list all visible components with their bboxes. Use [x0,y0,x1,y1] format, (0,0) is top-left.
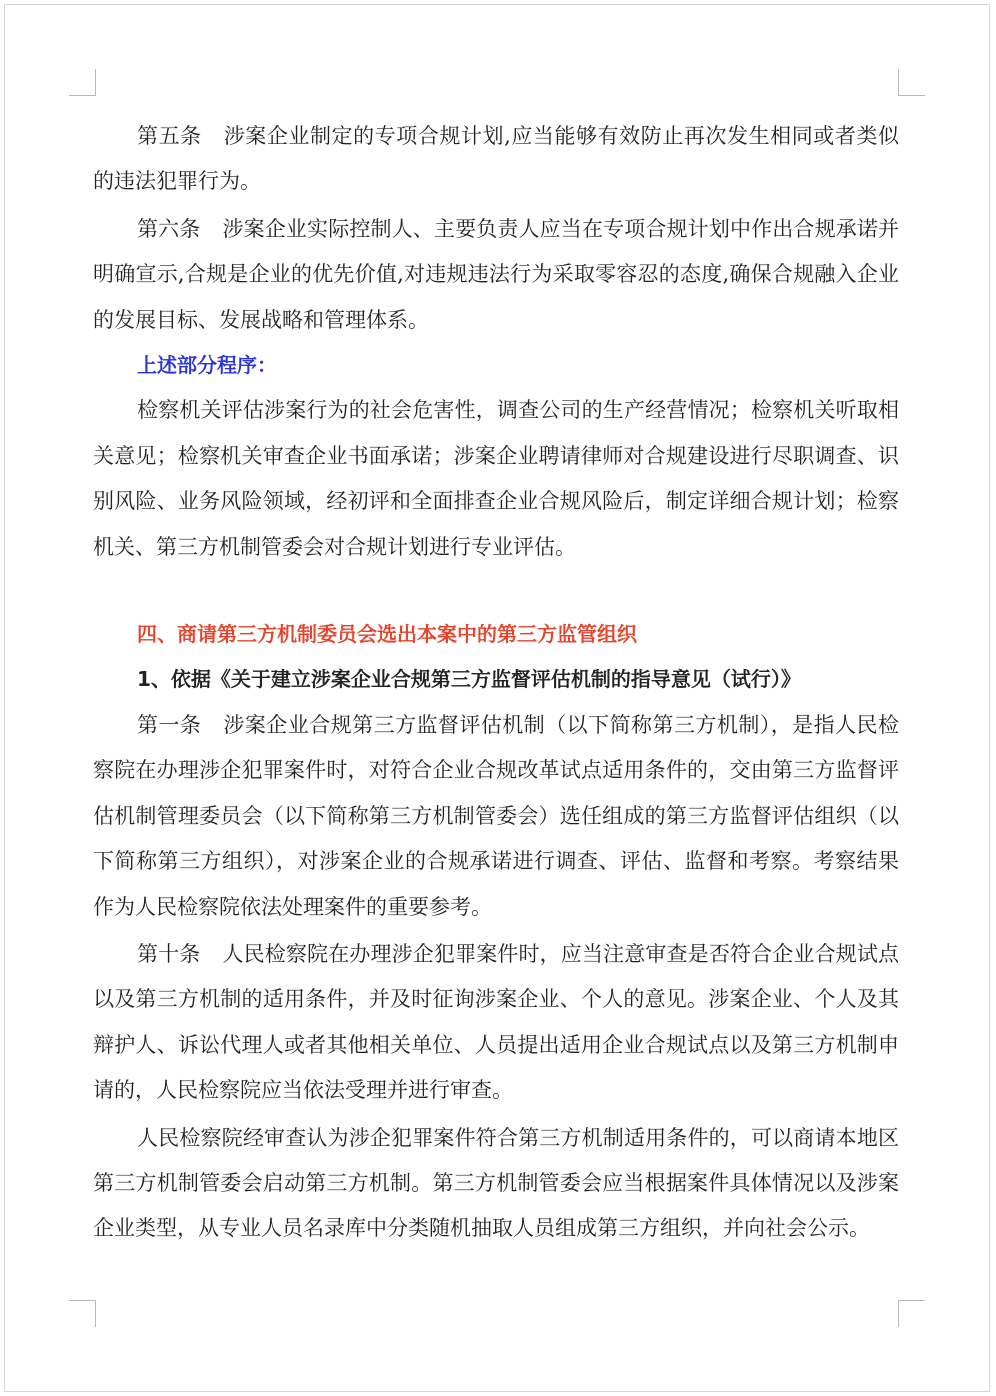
article-10-paragraph-2: 人民检察院经审查认为涉企犯罪案件符合第三方机制适用条件的，可以商请本地区第三方机制管委会启动第三方机制。第三方机制管委会应当根据案件具体情况以及涉案企业类型，从专业人员名录库中分类随机抽取人员组成第三方组织，并向社会公示。 [93,1125,899,1241]
article-1-label: 第一条 [137,712,202,737]
article-6-text: 涉案企业实际控制人、主要负责人应当在专项合规计划中作出合规承诺并明确宣示,合规是企业的优先价值,对违规违法行为采取零容忍的态度,确保合规融入企业的发展目标、发展战略和管理体系。 [93,216,900,332]
article-5 [93,114,899,205]
procedures-heading: 上述部分程序： [137,353,277,378]
article-6 [93,207,899,343]
article-10 [93,932,899,1114]
article-6-label: 第六条 [137,216,201,241]
document-content [93,114,899,1252]
crop-mark-bottom-left [69,1300,96,1327]
procedures-text: 检察机关评估涉案行为的社会危害性，调查公司的生产经营情况；检察机关听取相关意见；检察机关审查企业书面承诺；涉案企业聘请律师对合规建设进行尽职调查、识别风险、业务风险领域，经初评和全面排查企业合规风险后，制定详细合规计划；检察机关、第三方机制管委会对合规计划进行专业评估。 [93,398,899,559]
crop-mark-top-left [69,69,96,96]
crop-mark-top-right [898,69,925,96]
section-4-subheading: 1、依据《关于建立涉案企业合规第三方监督评估机制的指导意见（试行）》 [137,667,801,692]
article-10-label: 第十条 [137,941,201,966]
article-5-label: 第五条 [137,124,202,148]
article-1 [93,703,899,930]
article-5-text: 涉案企业制定的专项合规计划,应当能够有效防止再次发生相同或者类似的违法犯罪行为。 [93,124,899,194]
article-10-text: 人民检察院在办理涉企犯罪案件时，应当注意审查是否符合企业合规试点以及第三方机制的适用条件，并及时征询涉案企业、个人的意见。涉案企业、个人及其辩护人、诉讼代理人或者其他相关单位、人员提出适用企业合规试点以及第三方机制申请的，人民检察院应当依法受理并进行审查。 [93,941,900,1103]
article-1-text: 涉案企业合规第三方监督评估机制（以下简称第三方机制），是指人民检察院在办理涉企犯罪案件时，对符合企业合规改革试点适用条件的，交由第三方监督评估机制管理委员会（以下简称第三方机制管委会）选任组成的第三方监督评估组织（以下简称第三方组织），对涉案企业的合规承诺进行调查、评估、监督和考察。考察结果作为人民检察院依法处理案件的重要参考。 [93,712,900,919]
crop-mark-bottom-right [898,1300,925,1327]
section-4-heading: 四、商请第三方机制委员会选出本案中的第三方监管组织 [137,622,637,647]
